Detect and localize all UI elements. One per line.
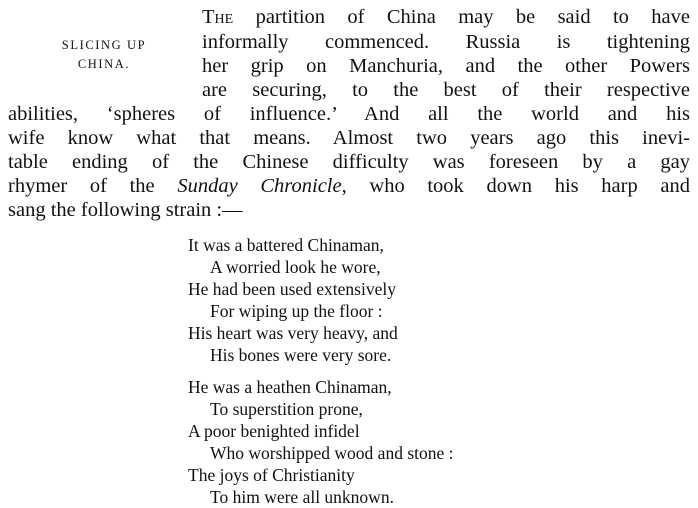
verse-1-line-1: It was a battered Chinaman, xyxy=(188,235,384,255)
prose-line-7: table ending of the Chinese difficulty was foreseen by a gay xyxy=(8,151,690,173)
verse-2-line-5: The joys of Christianity xyxy=(188,465,355,485)
verse-2-line-6: To him were all unknown. xyxy=(210,487,394,507)
prose-line-1-text: partition of China may be said to have xyxy=(233,6,690,28)
verse-1-line-3: He had been used extensively xyxy=(188,279,396,299)
prose-line-5: abilities, ‘spheres of influence.’ And all the world and his xyxy=(8,103,690,125)
verse-2-line-1: He was a heathen Chinaman, xyxy=(188,377,392,397)
margin-heading-line-2: CHINA. xyxy=(77,57,131,71)
verse-1-line-6: His bones were very sore. xyxy=(210,345,392,365)
newspaper-title: Sunday Chronicle xyxy=(177,175,342,197)
margin-heading-line-1: SLICING UP xyxy=(61,38,147,52)
verse-1-line-5: His heart was very heavy, and xyxy=(188,323,398,343)
verse-2-line-2: To superstition prone, xyxy=(210,399,363,419)
prose-line-9: sang the following strain :— xyxy=(8,199,243,221)
prose-line-1 xyxy=(202,6,690,28)
prose-line-4: are securing, to the best of their respective xyxy=(202,79,690,101)
opening-word: The xyxy=(202,6,234,28)
prose-line-2: informally commenced. Russia is tightening xyxy=(202,31,690,53)
margin-heading xyxy=(38,36,170,74)
verse-1-line-4: For wiping up the floor : xyxy=(210,301,383,321)
prose-line-8-after: , who took down his harp and xyxy=(341,175,690,197)
verse-1-line-2: A worried look he wore, xyxy=(210,257,381,277)
verse-2-line-3: A poor benighted infidel xyxy=(188,421,360,441)
verse-2-line-4: Who worshipped wood and stone : xyxy=(210,443,454,463)
prose-line-3: her grip on Manchuria, and the other Powers xyxy=(202,55,690,77)
prose-line-6: wife know what that means. Almost two years ago this inevi- xyxy=(8,127,690,149)
prose-line-8 xyxy=(8,175,690,197)
prose-line-8-before: rhymer of the xyxy=(8,175,178,197)
